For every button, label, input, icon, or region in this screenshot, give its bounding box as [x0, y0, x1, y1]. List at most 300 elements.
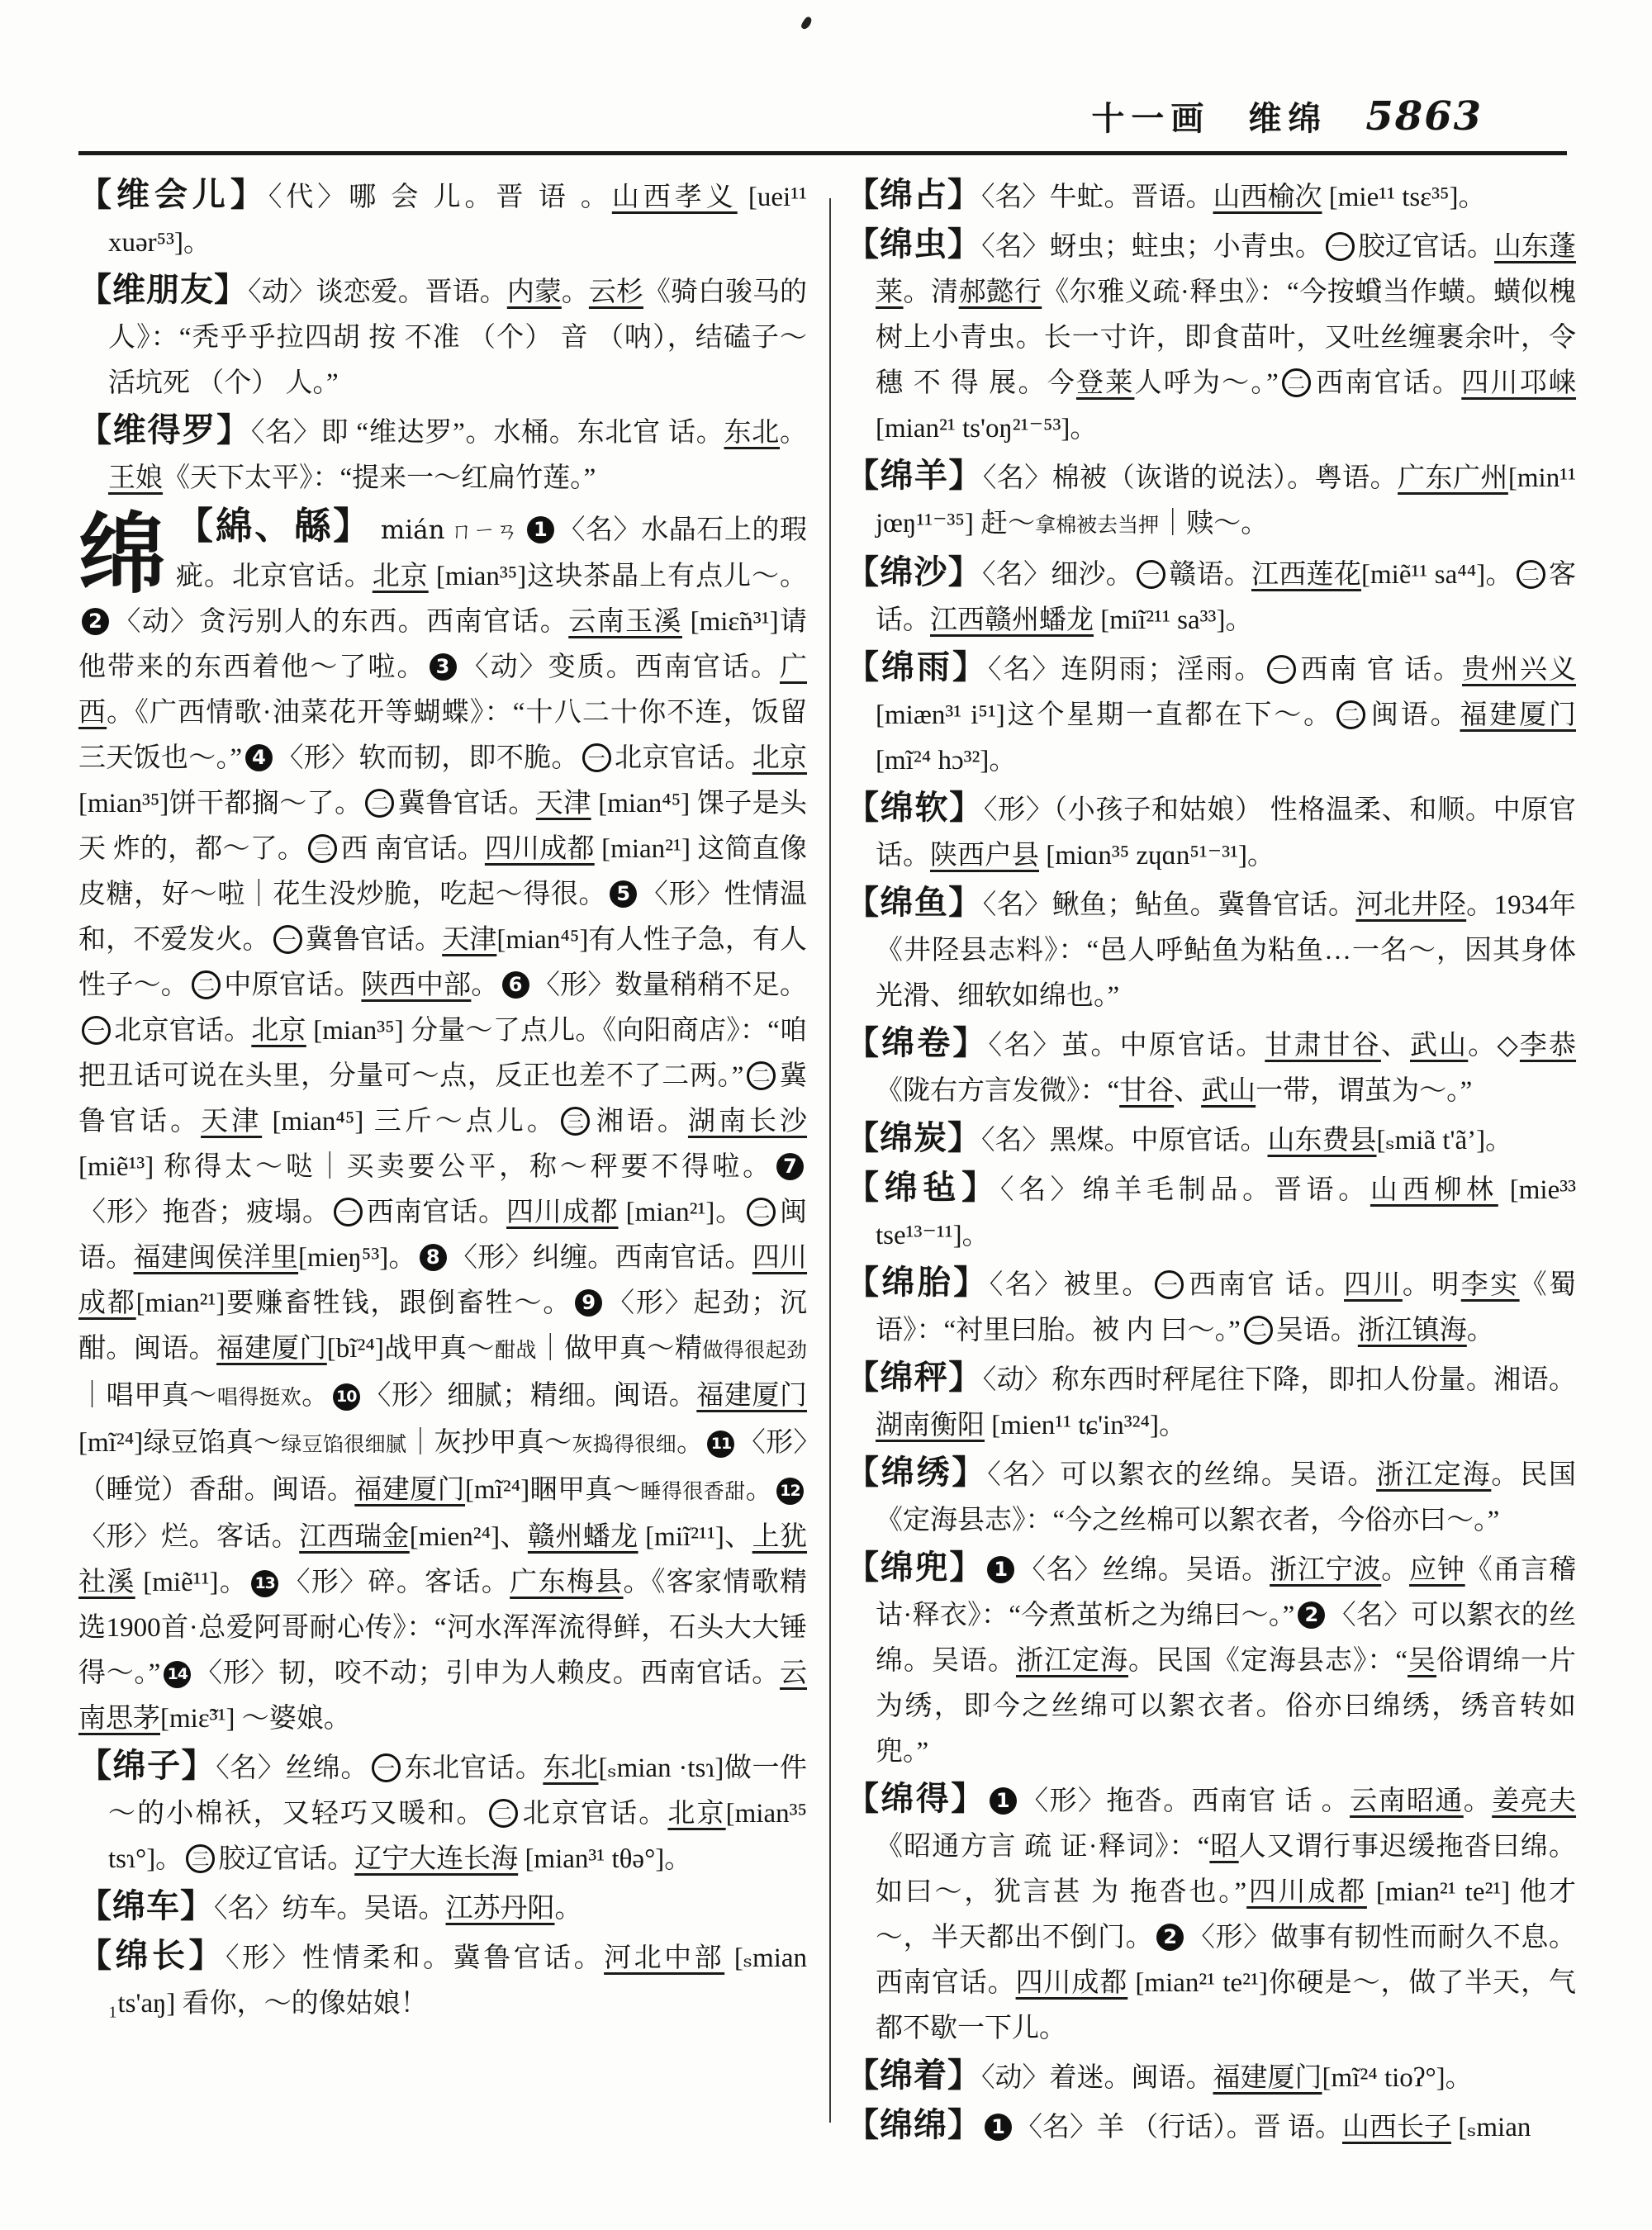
subsense-number-icon: 三: [561, 1107, 590, 1136]
entry-text: [miĩ²¹¹]、: [638, 1522, 752, 1552]
entry-text: 一带，谓茧为～。”: [1256, 1076, 1473, 1106]
proper-name-underlined: 甘肃甘谷: [1265, 1031, 1381, 1060]
proper-name-underlined: 四川邛崃: [1461, 368, 1577, 398]
entry-text: 〈形〉碎。客话。: [282, 1568, 510, 1597]
entry-headword: 【绵毡】: [846, 1169, 1000, 1206]
entry-headword: 【绵着】: [846, 2057, 981, 2094]
entry-text: 。《客家情歌精选1900首·总爱阿哥耐心传》：“河水浑浑流得鲜，石头大大锤得～。”: [78, 1568, 808, 1688]
entry-text: 西南官话。: [365, 1198, 507, 1227]
proper-name-underlined: 东北: [724, 418, 781, 448]
subsense-number-icon: 二: [747, 1198, 776, 1226]
sense-number-icon: 8: [420, 1244, 447, 1271]
entry-text: 《昭通方言 疏 证·释词》：“: [876, 1832, 1210, 1862]
entry-text: [mian⁴⁵]有人性子急，有人性子～。: [78, 925, 808, 1000]
entry-text: [mian⁴⁵] 馃子是头天 炸的，都～了。: [78, 789, 807, 864]
entry-text: 冀鲁官话。: [397, 789, 536, 818]
entry-text: 。1934年《井陉县志料》：“邑人呼鲇鱼为粘鱼…一名～，因其身体光滑、细软如绵也。”: [876, 890, 1576, 1011]
sense-number-icon: 7: [776, 1153, 804, 1180]
entry-text: [mian²¹ te²¹]你硬是～，做了半天，气都不歇一下儿。: [876, 1968, 1577, 2043]
entry-text: 人又谓行事迟缓拖沓曰绵。如曰～，犹言甚 为 拖沓也。”: [876, 1832, 1577, 1907]
gloss-small-text: 睡得很香甜: [640, 1481, 746, 1503]
dict-entry: [78, 1886, 807, 1932]
entry-headword: 【绵虫】: [846, 225, 982, 263]
proper-name-underlined: 四川成都: [1015, 1968, 1128, 1998]
entry-text: 〈动〉变质。西南官话。: [459, 652, 781, 682]
proper-name-underlined: 昭: [1209, 1832, 1239, 1862]
dict-entry: [846, 648, 1576, 784]
proper-name-underlined: 广东梅县: [510, 1568, 624, 1597]
entry-text: [mien¹¹ tɕ'in³²⁴]。: [985, 1411, 1186, 1440]
proper-name-underlined: 四川成都: [484, 834, 595, 864]
entry-text: 吴语。: [1275, 1316, 1358, 1345]
sense-number-icon: 11: [707, 1431, 734, 1458]
subsense-number-icon: 二: [489, 1799, 518, 1828]
entry-text: 《甬言稽诂·释衣》：“今煮茧析之为绵曰～。”: [876, 1555, 1577, 1630]
proper-name-underlined: 武山: [1201, 1076, 1256, 1106]
entry-text: [miæn³¹ i⁵¹]这个星期一直都在下～。: [876, 700, 1334, 730]
proper-name-underlined: 河北中部: [604, 1943, 725, 1973]
proper-name-underlined: 浙江镇海: [1357, 1316, 1467, 1345]
entry-text: 。: [1381, 1555, 1410, 1585]
entry-headword: 【绵雨】: [846, 648, 988, 686]
subsense-number-icon: 一: [334, 1198, 363, 1226]
entry-text: 。◇: [1468, 1031, 1520, 1060]
dict-entry: [846, 2056, 1576, 2101]
entry-text: ｜灰抄甲真～: [406, 1428, 572, 1458]
subsense-number-icon: 一: [1326, 232, 1355, 261]
gloss-small-text: 酣战: [494, 1340, 537, 1362]
entry-text: 《骑白骏马的人》：“秃乎乎拉四胡 按 不准 （个） 音 （呐），结磕子～活坑死 （个） 人。”: [108, 278, 808, 398]
entry-text: 〈名〉茧。中原官话。: [988, 1031, 1265, 1060]
page-number: 5863: [1365, 93, 1483, 140]
proper-name-underlined: 福建厦门: [354, 1475, 466, 1505]
subsense-number-icon: 一: [582, 743, 611, 772]
entry-text: [miɑn³⁵ zɥɑn⁵¹⁻³¹]。: [1039, 841, 1275, 871]
entry-text: 。: [676, 1428, 705, 1458]
stroke-section-label: 十一画: [1091, 100, 1211, 137]
entry-headword: 【绵炭】: [846, 1119, 981, 1156]
proper-name-underlined: 江西莲花: [1251, 560, 1361, 590]
entry-text: [mian²¹ ts'oŋ²¹⁻⁵³]。: [876, 414, 1098, 444]
entry-text: [ₛmian: [1451, 2113, 1531, 2142]
dict-entry: [846, 1548, 1576, 1775]
proper-name-underlined: 北京: [752, 743, 808, 773]
sense-number-icon: 1: [987, 1556, 1014, 1583]
entry-headword: 【绵卷】: [846, 1024, 989, 1061]
entry-text: 〈名〉绵羊毛制品。晋语。: [999, 1175, 1370, 1205]
entry-text: [miɛ̃n³¹]请他带来的东西着他～了啦。: [78, 607, 807, 682]
entry-text: [mĩ²⁴]睏甲真～: [465, 1475, 641, 1505]
dict-entry: [846, 1779, 1576, 2052]
entry-text: 〈动〉谈恋爱。晋语。: [248, 278, 507, 307]
proper-name-underlined: 郝懿行: [958, 278, 1042, 307]
entry-text: 《尔雅义疏·释虫》：“今按蟘当作蟥。蟥似槐树上小青虫。长一寸许，即食苗叶，又吐丝缠裹余叶，令 穗 不 得 展。今: [876, 278, 1577, 398]
entry-text: [mie¹¹ tsɛ³⁵]。: [1322, 183, 1486, 212]
entry-text: 。: [471, 970, 499, 1000]
proper-name-underlined: 贵州兴义: [1462, 655, 1576, 685]
sense-number-icon: 2: [82, 608, 109, 635]
entry-headword: 【绵绣】: [846, 1454, 988, 1491]
pinyin: mián: [380, 515, 445, 545]
entry-text: 〈名〉羊 （行话）。晋 语。: [1015, 2113, 1342, 2142]
proper-name-underlined: 江西赣州蟠龙: [930, 605, 1094, 635]
dict-entry: [846, 225, 1576, 452]
proper-name-underlined: 江苏丹阳: [445, 1894, 555, 1924]
entry-text: 〈形〉拖沓。西南官 话 。: [1019, 1786, 1351, 1816]
entry-text: 〈形〉性情柔和。冀鲁官话。: [225, 1943, 605, 1973]
entry-text: 胶辽官话。: [1357, 232, 1494, 262]
subsense-number-icon: 二: [1282, 368, 1311, 397]
subsense-number-icon: 一: [273, 925, 302, 954]
entry-text: 〈名〉棉被（诙谐的说法）。粤语。: [982, 463, 1398, 493]
right-column: [846, 175, 1576, 2155]
entry-text: [mieŋ⁵³]。: [298, 1243, 416, 1273]
entry-text: 〈动〉着迷。闽语。: [981, 2063, 1213, 2093]
entry-headword: 【绵胎】: [846, 1264, 990, 1301]
proper-name-underlined: 内蒙: [506, 278, 562, 307]
entry-text: 客话。: [876, 560, 1576, 635]
entry-text: [mian²¹]要赚畜牲钱，跟倒畜牲～。: [135, 1288, 572, 1318]
proper-name-underlined: 四川成都: [78, 1243, 808, 1318]
sense-number-icon: 1: [985, 2114, 1012, 2141]
proper-name-underlined: 东北: [543, 1753, 599, 1783]
guide-words: 维绵: [1248, 100, 1328, 137]
proper-name-underlined: 福建厦门: [216, 1334, 327, 1364]
proper-name-underlined: 陕西中部: [361, 970, 472, 1000]
entry-headword: 【绵兜】: [846, 1549, 985, 1586]
entry-text: 〈名〉可以絮衣的丝绵。吴语。: [876, 1601, 1576, 1676]
proper-name-underlined: 浙江定海: [1015, 1646, 1128, 1676]
proper-name-underlined: 山西榆次: [1213, 183, 1322, 212]
entry-text: 。明: [1402, 1270, 1461, 1300]
proper-name-underlined: 湖南衡阳: [876, 1411, 985, 1440]
entry-headword: 【绵子】: [78, 1747, 216, 1784]
subsense-number-icon: 一: [1137, 560, 1165, 589]
proper-name-underlined: 浙江宁波: [1270, 1555, 1382, 1585]
proper-name-underlined: 武山: [1410, 1031, 1469, 1060]
proper-name-underlined: 北京: [667, 1799, 726, 1829]
entry-text: ｜赎～。: [1159, 509, 1269, 539]
entry-text: 《天下太平》：“提来一～红扁竹莲。”: [163, 463, 596, 493]
entry-text: [mian⁴⁵] 三斤～点儿。: [262, 1107, 558, 1136]
entry-text: 〈名〉水晶石上的瑕疵。北京官话。: [176, 515, 808, 591]
dict-entry: [78, 1746, 807, 1882]
entry-text: 〈形〉性情温和，不爱发火。: [78, 880, 808, 955]
entry-headword: 【绵得】: [846, 1780, 986, 1817]
dict-entry: [846, 883, 1576, 1019]
subsense-number-icon: 一: [1155, 1270, 1184, 1299]
proper-name-underlined: 云南昭通: [1350, 1786, 1464, 1816]
entry-text: ｜做甲真～精: [536, 1334, 703, 1364]
entry-text: 〈形〉数量稍稍不足。: [532, 970, 808, 1000]
dict-entry: [78, 410, 807, 501]
entry-text: 〈名〉丝绵。: [216, 1753, 369, 1783]
entry-text: [mian³⁵]饼干都搁～了。: [78, 789, 363, 818]
entry-text: 闽语。: [1369, 700, 1460, 730]
proper-name-underlined: 河北井陉: [1355, 890, 1467, 920]
entry-text: [mian²¹] 这简直像皮糖，好～啦｜花生没炒脆，吃起～得很。: [78, 834, 808, 909]
entry-text: 人呼为～。”: [1134, 368, 1279, 398]
entry-text: 〈形〉做事有韧性而耐久不息。西南官话。: [876, 1923, 1576, 1998]
dict-entry: [846, 175, 1576, 221]
proper-name-underlined: 李恭: [1519, 1031, 1577, 1060]
entry-headword: 【绵车】: [78, 1887, 214, 1924]
entry-text: [mian³⁵]这块茶晶上有点儿～。: [428, 562, 807, 591]
entry-text: [mĩ²⁴]绿豆馅真～: [78, 1428, 282, 1458]
dict-entry: [846, 788, 1576, 879]
column-divider: [829, 198, 831, 2123]
entry-text: 西南官话。: [1313, 368, 1462, 398]
proper-name-underlined: 江西瑞金: [299, 1522, 410, 1552]
entry-text: [mĩ²⁴ hɔ³²]。: [876, 746, 1017, 776]
subsense-number-icon: 三: [186, 1844, 215, 1873]
dict-entry: [78, 1936, 807, 2027]
entry-text: 俗谓绵一片为绣，即今之丝绵可以絮衣者。俗亦曰绵绣，绣音转如兜。”: [876, 1646, 1577, 1767]
entry-text: 〈名〉可以絮衣的丝绵。吴语。: [987, 1460, 1377, 1490]
entry-text: [mian²¹]。: [618, 1198, 744, 1227]
entry-text: 、: [1380, 1031, 1410, 1060]
proper-name-underlined: 吴: [1408, 1646, 1437, 1676]
entry-headword: 【绵软】: [846, 789, 984, 826]
entry-text: [mian³¹ tθə°]。: [518, 1844, 692, 1874]
entry-text: 〈动〉贪污别人的东西。西南官话。: [112, 607, 569, 637]
proper-name-underlined: 四川成都: [506, 1198, 619, 1227]
proper-name-underlined: 姜亮夫: [1492, 1786, 1577, 1816]
entry-text: 。民国《定海县志》：“: [1127, 1646, 1408, 1676]
proper-name-underlined: 广西: [78, 652, 808, 728]
dict-entry: [846, 1263, 1576, 1354]
subsense-number-icon: 二: [192, 970, 221, 999]
gloss-small-text: 灰捣得很细: [572, 1434, 677, 1456]
entry-text: 〈形〉（睡觉）香甜。闽语。: [78, 1428, 807, 1505]
dict-entry-headchar: [78, 505, 808, 1742]
entry-text: 。清: [903, 278, 959, 307]
proper-name-underlined: 王娘: [108, 463, 163, 493]
entry-text: [ₛmian ₁ts'aŋ] 看你，～的像姑娘！: [108, 1943, 808, 2019]
entry-text: 〈名〉丝绵。吴语。: [1018, 1555, 1270, 1585]
entry-text: 〈名〉纺车。吴语。: [214, 1894, 446, 1924]
sense-number-icon: 9: [575, 1289, 602, 1317]
subsense-number-icon: 二: [1517, 560, 1545, 589]
entry-text: 〈形〉纠缠。西南官话。: [449, 1243, 752, 1273]
sense-number-icon: 13: [251, 1570, 278, 1597]
proper-name-underlined: 山西孝义: [611, 183, 738, 212]
entry-text: [uei¹¹ xuər⁵³]。: [108, 183, 808, 258]
entry-text: 《蜀语》：“衬里曰胎。被 内 曰～。”: [876, 1270, 1577, 1345]
proper-name-underlined: 山西柳林: [1370, 1175, 1498, 1205]
entry-text: 〈名〉细沙。: [982, 560, 1133, 590]
proper-name-underlined: 四川成都: [1246, 1877, 1367, 1907]
entry-text: [miẽ¹¹ sa⁴⁴]。: [1361, 560, 1513, 590]
headword-bigchar: 绵: [78, 507, 166, 604]
proper-name-underlined: 福建闽侯洋里: [133, 1243, 299, 1273]
entry-text: [mian³⁵] 分量～了点儿。《向阳商店》：“咱把丑话可说在头里，分量可～点，反正也差不了二两。”: [78, 1016, 808, 1091]
proper-name-underlined: 云南思茅: [78, 1658, 807, 1734]
entry-text: 胶辽官话。: [218, 1844, 355, 1874]
subsense-number-icon: 一: [372, 1753, 401, 1782]
left-column: [78, 175, 807, 2031]
entry-text: 中原官话。: [223, 970, 362, 1000]
entry-text: 湘语。: [592, 1107, 688, 1136]
proper-name-underlined: 浙江定海: [1376, 1460, 1492, 1490]
entry-headword: 【绵沙】: [846, 553, 982, 591]
gloss-small-text: 拿棉被去当押: [1035, 515, 1160, 537]
entry-headword: 【绵鱼】: [846, 884, 983, 921]
proper-name-underlined: 山东费县: [1267, 1126, 1377, 1155]
entry-text: [miɛ̃³¹] ～婆娘。: [160, 1704, 351, 1734]
entry-text: 。: [301, 1381, 330, 1411]
entry-text: 〈形〉细腻；精细。闽语。: [363, 1381, 697, 1411]
gloss-small-text: 绿豆馅很细腻: [281, 1434, 407, 1456]
entry-text: 。: [1463, 1786, 1493, 1816]
entry-headword: 【维得罗】: [78, 411, 251, 448]
proper-name-underlined: 天津: [442, 925, 497, 955]
entry-headword: 【绵占】: [846, 176, 981, 213]
entry-headword: 【绵秤】: [846, 1359, 983, 1396]
entry-text: [ₛmiã t'ã’]。: [1376, 1126, 1513, 1155]
entry-headword: 【维会儿】: [78, 176, 268, 213]
entry-headword: 【绵长】: [78, 1937, 226, 1974]
sense-number-icon: 2: [1298, 1601, 1325, 1629]
zhuyin: ㄇㄧㄢ: [449, 519, 519, 543]
sense-number-icon: 3: [430, 653, 457, 681]
dict-entry: [846, 456, 1576, 548]
entry-text: 西 南官话。: [340, 834, 485, 864]
entry-text: 北京官话。: [114, 1016, 252, 1046]
dict-entry: [846, 1168, 1576, 1259]
dict-entry: [78, 270, 807, 406]
proper-name-underlined: 上犹社溪: [78, 1522, 808, 1597]
scan-speck: [800, 16, 813, 31]
sense-number-icon: 1: [527, 516, 554, 543]
proper-name-underlined: 甘谷: [1119, 1076, 1175, 1106]
dict-entry: [846, 2105, 1576, 2151]
sense-number-icon: 14: [164, 1661, 191, 1688]
entry-text: 〈代〉哪 会 儿。晋 语 。: [268, 183, 612, 212]
subsense-number-icon: 一: [82, 1016, 111, 1045]
entry-text: ｜唱甲真～: [78, 1381, 217, 1411]
proper-name-underlined: 云杉: [588, 278, 643, 307]
entry-text: 〈名〉鳅鱼；鲇鱼。冀鲁官话。: [982, 890, 1356, 920]
entry-text: 北京官话。: [614, 743, 752, 773]
entry-headword: 【绵绵】: [846, 2106, 981, 2143]
proper-name-underlined: 福建厦门: [1460, 700, 1577, 730]
entry-text: 〈名〉牛虻。晋语。: [981, 183, 1213, 212]
entry-text: 冀鲁官话。: [305, 925, 443, 955]
sense-number-icon: 1: [990, 1787, 1017, 1815]
proper-name-underlined: 李实: [1460, 1270, 1520, 1300]
proper-name-underlined: 北京: [251, 1016, 306, 1046]
subsense-number-icon: 二: [1244, 1316, 1273, 1345]
entry-text: 〈形〉起劲；沉酣。闽语。: [78, 1288, 808, 1364]
entry-text: 。《广西情歌·油菜花开等蝴蝶》：“十八二十你不连，饭留三天饭也～。”: [78, 698, 808, 773]
dict-entry: [846, 1023, 1576, 1114]
dict-entry: [78, 175, 807, 266]
entry-text: 。民国《定海县志》：“今之丝棉可以絮衣者，今俗亦曰～。”: [876, 1460, 1576, 1535]
entry-text: [mian²¹ te²¹] 他才～，半天都出不倒门。: [876, 1877, 1576, 1952]
proper-name-underlined: 福建厦门: [1213, 2063, 1322, 2093]
sense-number-icon: 6: [502, 971, 529, 999]
entry-text: 。: [561, 278, 589, 307]
entry-text: 赣语。: [1169, 560, 1251, 590]
entry-text: 西南官 话。: [1186, 1270, 1345, 1300]
header-rule: [78, 151, 1567, 155]
entry-text: [ₛmian ·tsɿ]做一件～的小棉袄，又轻巧又暖和。: [108, 1753, 808, 1829]
subsense-number-icon: 二: [747, 1061, 776, 1090]
entry-text: 〈形〉拖沓；疲塌。: [78, 1198, 330, 1227]
entry-text: 《陇右方言发微》：“: [876, 1076, 1120, 1106]
entry-text: [miẽ¹³] 称得太～哒｜买卖要公平，称～秤要不得啦。: [78, 1152, 773, 1182]
entry-headword: 【绵羊】: [846, 457, 983, 494]
entry-text: 〈形〉（小孩子和姑娘） 性格温柔、和顺。中原官话。: [876, 795, 1577, 871]
proper-name-underlined: 山西长子: [1342, 2113, 1451, 2142]
subsense-number-icon: 二: [1336, 700, 1365, 729]
dict-entry: [846, 1453, 1576, 1544]
entry-text: [miĩ²¹¹ sa³³]。: [1094, 605, 1253, 635]
entry-text: 〈名〉蚜虫；蛀虫；小青虫。: [981, 232, 1322, 262]
proper-name-underlined: 广东广州: [1398, 463, 1508, 493]
entry-text: 〈形〉软而韧，即不脆。: [276, 743, 579, 773]
entry-text: 〈名〉黑煤。中原官话。: [981, 1126, 1268, 1155]
entry-text: [mien²⁴]、: [409, 1522, 528, 1552]
sense-number-icon: 5: [610, 880, 637, 908]
gloss-small-text: 做得很起劲: [702, 1340, 808, 1362]
subsense-number-icon: 一: [1267, 655, 1296, 684]
proper-name-underlined: 应钟: [1409, 1555, 1465, 1585]
entry-text: 〈名〉即 “维达罗”。水桶。东北官 话。: [250, 418, 724, 448]
proper-name-underlined: 山东蓬莱: [876, 232, 1577, 307]
proper-name-underlined: 登莱: [1075, 368, 1135, 398]
entry-headword: 【维朋友】: [78, 271, 249, 308]
entry-text: [min¹¹ jœŋ¹¹⁻³⁵] 赶～: [876, 463, 1576, 539]
proper-name-underlined: 天津: [201, 1107, 263, 1136]
entry-text: 冀鲁官话。: [78, 1061, 807, 1136]
proper-name-underlined: 赣州蟠龙: [527, 1522, 638, 1552]
entry-headword: 【綿、緜】: [176, 505, 373, 547]
entry-text: [miẽ¹¹]。: [135, 1568, 249, 1597]
entry-text: 。: [554, 1894, 582, 1924]
proper-name-underlined: 四川: [1344, 1270, 1403, 1300]
subsense-number-icon: 三: [308, 834, 337, 863]
sense-number-icon: 2: [1156, 1924, 1184, 1951]
entry-text: 。: [745, 1475, 774, 1505]
gloss-small-text: 唱得挺欢: [216, 1387, 302, 1409]
proper-name-underlined: 福建厦门: [696, 1381, 808, 1411]
proper-name-underlined: 湖南长沙: [687, 1107, 808, 1136]
proper-name-underlined: 北京: [372, 562, 429, 591]
dict-entry: [846, 553, 1576, 643]
proper-name-underlined: 云南玉溪: [568, 607, 682, 637]
dict-entry: [846, 1358, 1576, 1449]
sense-number-icon: 4: [245, 744, 273, 771]
sense-number-icon: 12: [776, 1478, 804, 1505]
proper-name-underlined: 辽宁大连长海: [354, 1844, 519, 1874]
entry-text: 、: [1174, 1076, 1202, 1106]
entry-text: [mian³⁵ tsɿ°]。: [108, 1799, 807, 1874]
subsense-number-icon: 二: [365, 789, 394, 818]
entry-text: 闽语。: [78, 1198, 808, 1273]
entry-text: [mĩ²⁴ tioʔ°]。: [1322, 2063, 1473, 2093]
entry-text: 〈名〉被里。: [989, 1270, 1151, 1300]
entry-text: 北京官话。: [520, 1799, 668, 1829]
entry-text: 〈名〉连阴雨；淫雨。: [988, 655, 1264, 685]
entry-text: 〈形〉韧，咬不动；引申为人赖皮。西南官话。: [194, 1658, 780, 1688]
entry-text: 东北官话。: [404, 1753, 544, 1783]
entry-text: [bĩ²⁴]战甲真～: [326, 1334, 495, 1364]
page-header: [78, 93, 1483, 140]
entry-text: 〈动〉称东西时秤尾往下降，即扣人份量。湘语。: [982, 1365, 1577, 1395]
entry-text: 。: [780, 418, 808, 448]
